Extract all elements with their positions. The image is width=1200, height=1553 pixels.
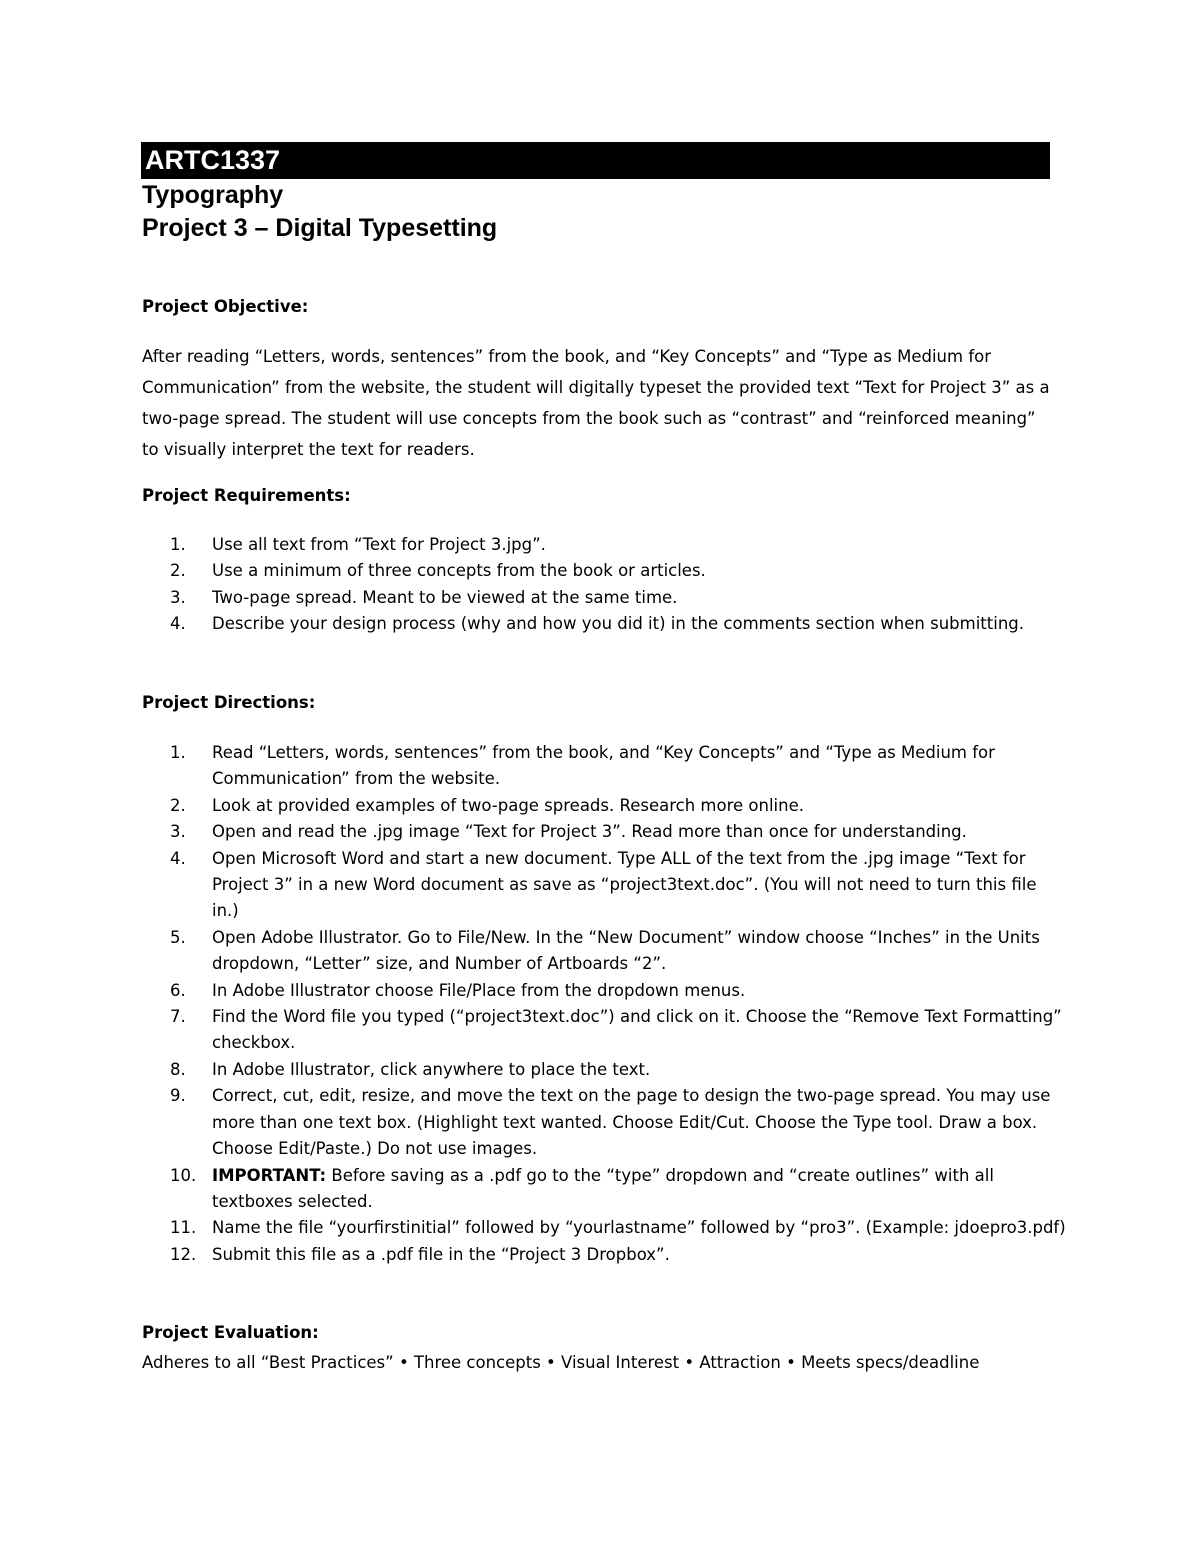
list-item-number: 4. — [170, 848, 186, 868]
important-label: IMPORTANT: — [212, 1165, 327, 1185]
course-code-banner — [141, 142, 1050, 179]
requirements-list — [142, 532, 1067, 638]
list-item-number: 2. — [170, 795, 186, 815]
directions-heading: Project Directions: — [142, 693, 316, 712]
list-item-number: 8. — [170, 1059, 186, 1079]
list-item-number: 10. — [170, 1165, 197, 1185]
list-item — [142, 819, 1067, 845]
list-item-text: In Adobe Illustrator, click anywhere to place the text. — [212, 1059, 651, 1079]
course-name: Typography — [142, 181, 284, 209]
list-item-number: 3. — [170, 822, 186, 842]
list-item-text: Use a minimum of three concepts from the book or articles. — [212, 561, 706, 581]
list-item-text: Find the Word file you typed (“project3text.doc”) and click on it. Choose the “Remove Text Formatting” checkbox. — [212, 1007, 1062, 1053]
list-item-text: Describe your design process (why and how you did it) in the comments section when submitting. — [212, 614, 1024, 634]
list-item-number: 6. — [170, 980, 186, 1000]
list-item — [142, 978, 1067, 1004]
list-item — [142, 1083, 1067, 1162]
list-item-text: Look at provided examples of two-page spreads. Research more online. — [212, 795, 804, 815]
project-title: Project 3 – Digital Typesetting — [142, 214, 498, 242]
list-item-text: Use all text from “Text for Project 3.jpg”. — [212, 535, 546, 554]
list-item-number: 9. — [170, 1086, 186, 1106]
list-item-number: 1. — [170, 535, 186, 554]
list-item — [142, 585, 1067, 611]
list-item-text: Open Microsoft Word and start a new document. Type ALL of the text from the .jpg image “Text for Project 3” in a new Word document as save as “project3text.doc”. (You will not need to turn this file in.) — [212, 848, 1037, 921]
list-item — [142, 532, 1067, 558]
list-item-text: Read “Letters, words, sentences” from the book, and “Key Concepts” and “Type as Medium for Communication” from the website. — [212, 743, 995, 789]
evaluation-heading: Project Evaluation: — [142, 1323, 319, 1342]
directions-list — [142, 740, 1067, 1268]
list-item-text: Before saving as a .pdf go to the “type” dropdown and “create outlines” with all textboxes selected. — [212, 1165, 994, 1211]
list-item-number: 2. — [170, 561, 186, 581]
requirements-list-container — [142, 532, 1067, 638]
list-item — [142, 793, 1067, 819]
list-item-number: 11. — [170, 1218, 197, 1238]
list-item-number: 5. — [170, 927, 186, 947]
directions-list-container — [142, 740, 1067, 1268]
list-item-text: Open and read the .jpg image “Text for Project 3”. Read more than once for understanding. — [212, 822, 967, 842]
list-item — [142, 925, 1067, 978]
list-item — [142, 1004, 1067, 1057]
list-item — [142, 740, 1067, 793]
list-item-number: 7. — [170, 1007, 186, 1027]
list-item-text: Open Adobe Illustrator. Go to File/New. In the “New Document” window choose “Inches” in the Units dropdown, “Letter” size, and Number of Artboards “2”. — [212, 927, 1040, 974]
list-item-text: Correct, cut, edit, resize, and move the text on the page to design the two-page spread. You may use more than one text box. (Highlight text wanted. Choose Edit/Cut. Choose the Type tool. Draw a box. Choose Edit/Paste.) Do not use images. — [212, 1086, 1051, 1159]
list-item — [142, 1215, 1067, 1241]
list-item-number: 12. — [170, 1244, 197, 1264]
list-item — [142, 1057, 1067, 1083]
list-item-number: 1. — [170, 743, 186, 762]
list-item — [142, 1163, 1067, 1216]
list-item-text: Two-page spread. Meant to be viewed at the same time. — [212, 587, 678, 607]
requirements-heading: Project Requirements: — [142, 486, 351, 505]
list-item — [142, 846, 1067, 925]
list-item — [142, 1242, 1067, 1268]
objective-paragraph: After reading “Letters, words, sentences” from the book, and “Key Concepts” and “Type as Medium for Communication” from the website, the student will digitally typeset the provided text “Text for Project 3” as a two-page spread. The student will use concepts from the book such as “contrast” and “reinforced meaning” to visually interpret the text for readers. — [142, 347, 1050, 459]
list-item-number: 4. — [170, 614, 186, 634]
list-item-text: Submit this file as a .pdf file in the “Project 3 Dropbox”. — [212, 1244, 670, 1264]
list-item-text: In Adobe Illustrator choose File/Place from the dropdown menus. — [212, 980, 746, 1000]
list-item — [142, 611, 1067, 637]
evaluation-criteria: Adheres to all “Best Practices” • Three concepts • Visual Interest • Attraction • Meets specs/deadline — [142, 1353, 980, 1372]
list-item — [142, 558, 1067, 584]
objective-heading: Project Objective: — [142, 297, 309, 316]
list-item-number: 3. — [170, 587, 186, 607]
course-code: ARTC1337 — [145, 145, 281, 175]
list-item-text: Name the file “yourfirstinitial” followed by “yourlastname” followed by “pro3”. (Example: jdoepro3.pdf) — [212, 1218, 1066, 1238]
